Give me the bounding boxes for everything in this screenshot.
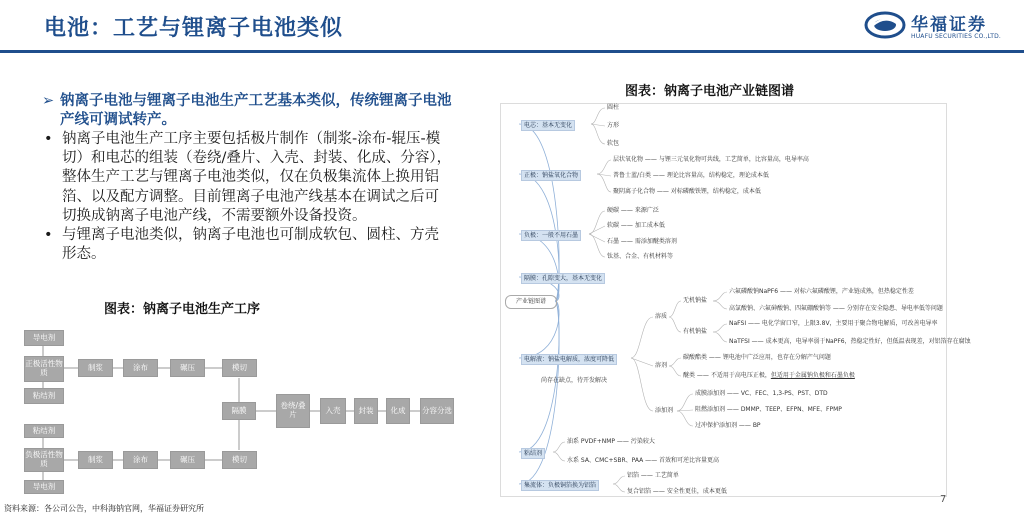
chain-leaf: 普鲁士蓝/白类 —— 理论比容量高，结构稳定，理论成本低 (613, 172, 769, 179)
chain-leaf: 软碳 —— 加工成本低 (607, 222, 665, 229)
flow-box-case: 入壳 (320, 398, 346, 424)
chain-leaf: 水系 SA、CMC+SBR、PAA —— 首效和可逆比容量更高 (567, 457, 720, 464)
flow-box-roll: 碾压 (170, 451, 205, 469)
chain-leaf: 高氯酸钠、六氟砷酸钠、四氟硼酸钠等 —— 分别存在安全隐患、导电率低等问题 (729, 305, 943, 312)
chain-leaf (683, 372, 855, 380)
chain-leaf: 钛基、合金、有机材料等 (607, 253, 674, 260)
industry-chain-map (500, 103, 971, 497)
flow-box-negative-active: 负极活性物质 (24, 448, 64, 472)
chain-root: 产业链图谱 (505, 295, 557, 309)
flow-box-form: 化成 (386, 398, 410, 424)
figure-caption-process: 图表：钠离子电池生产工序 (104, 302, 261, 317)
bullet-list (42, 92, 452, 264)
ether-prefix: 醚类 —— 不适用于高电压正极， (683, 372, 771, 379)
chain-leaf: 复合铝箔 —— 安全性更佳，成本更低 (627, 488, 727, 495)
figure-caption-chain: 图表：钠离子电池产业链图谱 (625, 84, 795, 99)
chain-leaf: 软包 (607, 140, 620, 147)
chain-leaf: NaFSI —— 电化学窗口窄，上限3.8V，主要用于聚合物电解质，可改善电导率 (729, 320, 938, 327)
chain-leaf: 石墨 —— 需添加醚类溶剂 (607, 238, 677, 245)
lead-bullet (42, 92, 452, 130)
logo-mark-icon (864, 10, 906, 40)
chain-leaf: 六氟磷酸钠NaPF6 —— 对标六氟磷酸锂，产业链成熟，但热稳定性差 (729, 288, 914, 295)
flow-box-binder: 粘结剂 (24, 424, 64, 438)
chain-leaf: 层状氧化物 —— 与锂三元氧化物可共线，工艺简单，比容量高，电导率高 (613, 156, 809, 163)
title-divider (0, 50, 1024, 53)
flow-box-mix: 制浆 (78, 359, 113, 377)
chain-leaf: 添加剂 (655, 407, 674, 414)
flow-box-cut: 模切 (222, 359, 257, 377)
dot-bullet-icon: • (44, 227, 53, 244)
flow-box-conductive: 导电剂 (24, 480, 64, 494)
ether-highlight: 但适用于金属钠负极和石墨负极 (770, 372, 855, 379)
page-number: 7 (940, 494, 947, 505)
dot-bullet-icon: • (44, 131, 53, 147)
bullet-item (42, 130, 452, 226)
chain-leaf: 聚阴离子化合物 —— 对标磷酸铁锂，结构稳定，成本低 (613, 188, 761, 195)
chain-cat-electrolyte: 电解液：钠盐电解质，浓度可降低 (521, 354, 617, 365)
chain-leaf: 铝箔 —— 工艺简单 (627, 472, 679, 479)
flow-box-wind: 卷绕/叠片 (276, 394, 310, 428)
chain-cat-separator: 隔膜：孔隙变大，基本无变化 (521, 273, 605, 284)
chain-leaf: 过冲保护添加剂 —— BP (695, 422, 761, 429)
flow-box-separator: 隔膜 (222, 402, 256, 420)
bullet-text: 与锂离子电池类似，钠离子电池也可制成软包、圆柱、方壳形态。 (62, 227, 439, 263)
chain-leaf: 无机钠盐 (683, 297, 708, 304)
company-logo (864, 10, 1014, 42)
bullet-text: 钠离子电池生产工序主要包括极片制作（制浆-涂布-辊压-模切）和电芯的组装（卷绕/叠片、入壳、封装、化成、分容），整体生产工艺与锂离子电池类似，仅在负极集流体上换用铝箔、以及配方调整。目前锂离子电池产线基本在调试之后可切换成钠离子电池产线，不需要额外设备投资。 (62, 131, 452, 224)
source-note: 资料来源：各公司公告，中科海钠官网，华福证券研究所 (4, 504, 204, 513)
chain-leaf: 圆柱 (607, 104, 620, 111)
arrow-bullet-icon: ➢ (42, 93, 55, 109)
chain-leaf: 有机钠盐 (683, 328, 708, 335)
chain-cat-cathode: 正极：钠盐氧化合物 (521, 170, 581, 181)
flow-box-binder: 粘结剂 (24, 388, 64, 404)
chain-note: 尚存在缺点，待开发解决 (541, 377, 608, 384)
chain-leaf: 方形 (607, 122, 620, 129)
chain-leaf: 碳酸酯类 —— 锂电池中广泛应用，也存在分解产气问题 (683, 354, 831, 361)
chain-cat-collector: 集流体：负极铜箔换为铝箔 (521, 480, 599, 491)
chain-cat-binder: 粘结剂 (521, 448, 545, 459)
chain-leaf: 溶质 (655, 313, 668, 320)
chain-leaf: 成膜添加剂 —— VC、FEC、1,3-PS、PST、DTD (695, 390, 828, 397)
flow-box-coat: 涂布 (123, 451, 158, 469)
flow-box-seal: 封装 (354, 398, 378, 424)
page-title: 电池：工艺与锂离子电池类似 (44, 16, 344, 41)
bullet-item (42, 226, 452, 264)
flow-box-roll: 碾压 (170, 359, 205, 377)
chain-leaf: 硬碳 —— 来源广泛 (607, 207, 659, 214)
logo-text-cn: 华福证券 (911, 15, 987, 35)
header-bar (0, 0, 1024, 54)
chain-cat-shell: 电芯：基本无变化 (521, 120, 575, 131)
chain-leaf: NaTFSI —— 成本更高，电导率弱于NaPF6，热稳定性好，但低温表现差，对铝箔存在腐蚀 (729, 338, 971, 345)
flow-box-positive-active: 正极活性物质 (24, 356, 64, 382)
flow-box-mix: 制浆 (78, 451, 113, 469)
chain-leaf: 阻燃添加剂 —— DMMP、TEEP、EFPN、MFE、FPMP (695, 406, 842, 413)
chain-leaf: 油系 PVDF+NMP —— 污染较大 (567, 438, 655, 445)
flow-box-conductive: 导电剂 (24, 330, 64, 346)
chain-cat-anode: 负极：一般不用石墨 (521, 230, 581, 241)
logo-text-en: HUAFU SECURITIES CO.,LTD. (911, 33, 1002, 40)
lead-bullet-text: 钠离子电池与锂离子电池生产工艺基本类似，传统锂离子电池产线可调试转产。 (60, 93, 452, 128)
chain-leaf: 溶剂 (655, 362, 668, 369)
flow-box-grade: 分容分选 (420, 398, 454, 424)
flow-box-cut: 模切 (222, 451, 257, 469)
flow-box-coat: 涂布 (123, 359, 158, 377)
process-flow-diagram (18, 320, 478, 500)
